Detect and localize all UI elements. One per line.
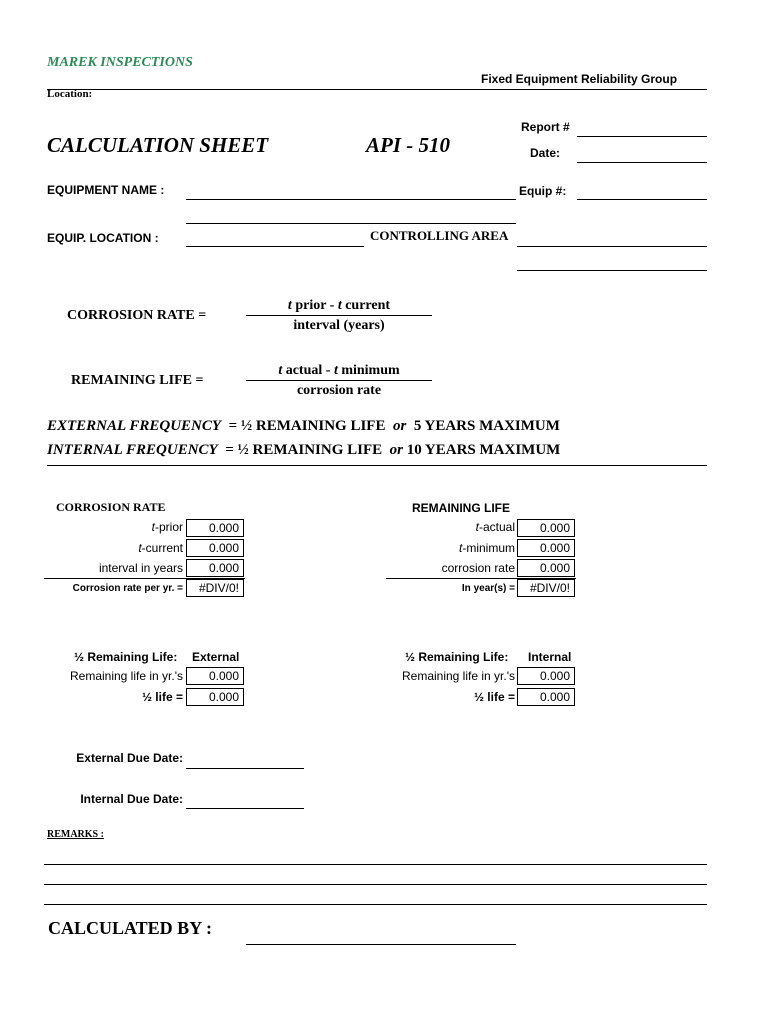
cr-table-title: CORROSION RATE xyxy=(56,500,166,514)
equip-no-field[interactable] xyxy=(577,199,707,200)
date-field[interactable] xyxy=(577,162,707,163)
half-internal-label: ½ Remaining Life: xyxy=(405,650,509,664)
half-external-label: ½ Remaining Life: xyxy=(74,650,178,664)
rl-tminimum-label: t-minimum xyxy=(458,541,515,555)
rl-tactual-value[interactable]: 0.000 xyxy=(517,519,575,537)
cr-tcurrent-value[interactable]: 0.000 xyxy=(186,539,244,557)
remaining-life-fraction-bar xyxy=(246,380,432,381)
external-frequency-line: EXTERNAL FREQUENCY = ½ REMAINING LIFE or 5 YEARS MAXIMUM xyxy=(47,418,560,434)
calculated-by-field[interactable] xyxy=(246,944,516,945)
half-internal-row2-label: ½ life = xyxy=(473,690,515,704)
header-divider xyxy=(47,89,707,90)
external-due-date-field[interactable] xyxy=(186,768,304,769)
rl-result-label: In year(s) = xyxy=(461,583,515,594)
remaining-life-denominator: corrosion rate xyxy=(296,383,382,398)
cr-interval-value[interactable]: 0.000 xyxy=(186,559,244,577)
half-internal-row1-value[interactable]: 0.000 xyxy=(517,667,575,685)
date-label: Date: xyxy=(530,146,561,160)
half-external-row1-label: Remaining life in yr.'s xyxy=(69,669,183,683)
corrosion-rate-denominator: interval (years) xyxy=(293,318,385,333)
equip-location-label: EQUIP. LOCATION : xyxy=(47,231,159,245)
remarks-label: REMARKS : xyxy=(47,829,104,840)
group-name: Fixed Equipment Reliability Group xyxy=(481,72,678,86)
calculated-by-label: CALCULATED BY : xyxy=(48,918,213,938)
sheet-title: CALCULATION SHEET xyxy=(47,133,269,157)
remarks-line-1[interactable] xyxy=(44,864,707,865)
half-external-type: External xyxy=(192,650,240,664)
rl-corrosion-rate-label: corrosion rate xyxy=(441,561,515,575)
rl-table-title: REMAINING LIFE xyxy=(412,501,510,515)
remarks-line-3[interactable] xyxy=(44,904,707,905)
half-external-row2-label: ½ life = xyxy=(141,690,183,704)
internal-frequency-line: INTERNAL FREQUENCY = ½ REMAINING LIFE or 10 YEARS MAXIMUM xyxy=(47,442,561,458)
remarks-line-2[interactable] xyxy=(44,884,707,885)
location-label: Location: xyxy=(47,88,93,100)
equipment-name-field[interactable] xyxy=(186,199,516,200)
remaining-life-numerator: t actual - t minimum xyxy=(278,363,400,378)
company-name: MAREK INSPECTIONS xyxy=(47,55,193,70)
api-code: API - 510 xyxy=(366,133,450,157)
cr-tprior-value[interactable]: 0.000 xyxy=(186,519,244,537)
rl-tactual-label: t-actual xyxy=(475,520,515,534)
controlling-area-field[interactable] xyxy=(517,246,707,247)
controlling-area-label: CONTROLLING AREA xyxy=(370,228,509,243)
internal-due-date-field[interactable] xyxy=(186,808,304,809)
half-internal-row2-value: 0.000 xyxy=(517,688,575,706)
report-label: Report # xyxy=(521,120,570,134)
equipment-name-label: EQUIPMENT NAME : xyxy=(47,183,165,197)
cr-tcurrent-label: t-current xyxy=(138,541,183,555)
corrosion-rate-fraction-bar xyxy=(246,315,432,316)
cr-result-value: #DIV/0! xyxy=(186,579,244,597)
internal-due-date-label: Internal Due Date: xyxy=(80,792,183,806)
rl-result-value: #DIV/0! xyxy=(517,579,575,597)
external-due-date-label: External Due Date: xyxy=(76,751,183,765)
frequency-divider xyxy=(47,465,707,466)
half-internal-row1-label: Remaining life in yr.'s xyxy=(401,669,515,683)
report-field[interactable] xyxy=(577,136,707,137)
half-internal-type: Internal xyxy=(528,650,572,664)
cr-tprior-label: t-prior xyxy=(151,520,183,534)
cr-interval-label: interval in years xyxy=(98,561,183,575)
corrosion-rate-numerator: t prior - t current xyxy=(287,298,391,313)
equip-no-label: Equip #: xyxy=(519,184,567,198)
remaining-life-formula-label: REMAINING LIFE = xyxy=(71,373,204,388)
equip-location-field[interactable] xyxy=(186,246,364,247)
controlling-area-field-2[interactable] xyxy=(517,270,707,271)
equipment-name-field-2[interactable] xyxy=(186,223,516,224)
rl-tminimum-value[interactable]: 0.000 xyxy=(517,539,575,557)
half-external-row1-value[interactable]: 0.000 xyxy=(186,667,244,685)
rl-corrosion-rate-value[interactable]: 0.000 xyxy=(517,559,575,577)
half-external-row2-value: 0.000 xyxy=(186,688,244,706)
corrosion-rate-formula-label: CORROSION RATE = xyxy=(67,308,207,323)
cr-result-label: Corrosion rate per yr. = xyxy=(72,583,183,594)
